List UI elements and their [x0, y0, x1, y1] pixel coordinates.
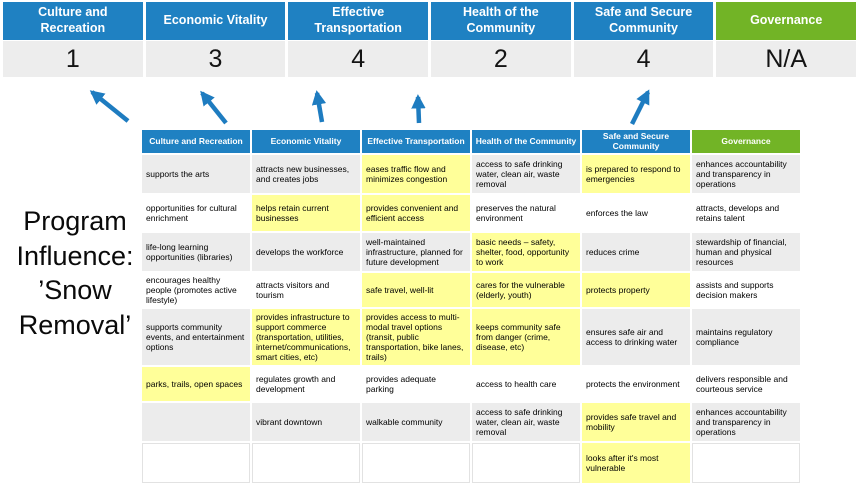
matrix-cell-r5-c2: provides adequate parking — [362, 367, 470, 401]
matrix-cell-r7-c0 — [142, 443, 250, 483]
matrix-cell-r1-c3: preserves the natural environment — [472, 195, 580, 231]
matrix-header-3: Health of the Community — [472, 130, 580, 153]
matrix-cell-r1-c1: helps retain current businesses — [252, 195, 360, 231]
matrix-cell-r4-c0: supports community events, and entertainment options — [142, 309, 250, 365]
matrix-cell-r0-c3: access to safe drinking water, clean air, waste removal — [472, 155, 580, 193]
matrix-header-4: Safe and Secure Community — [582, 130, 690, 153]
pillar-score-row — [3, 41, 856, 77]
matrix-cell-r1-c4: enforces the law — [582, 195, 690, 231]
matrix-cell-r3-c0: encourages healthy people (promotes active lifestyle) — [142, 273, 250, 307]
score-economic-vitality: 3 — [146, 41, 286, 77]
matrix-cell-r2-c3: basic needs – safety, shelter, food, opportunity to work — [472, 233, 580, 271]
matrix-header-1: Economic Vitality — [252, 130, 360, 153]
matrix-cell-r5-c5: delivers responsible and courteous service — [692, 367, 800, 401]
matrix-cell-r6-c1: vibrant downtown — [252, 403, 360, 441]
matrix-cell-r3-c3: cares for the vulnerable (elderly, youth) — [472, 273, 580, 307]
matrix-cell-r2-c4: reduces crime — [582, 233, 690, 271]
score-governance: N/A — [716, 41, 856, 77]
matrix-cell-r3-c5: assists and supports decision makers — [692, 273, 800, 307]
matrix-header-2: Effective Transportation — [362, 130, 470, 153]
matrix-cell-r1-c0: opportunities for cultural enrichment — [142, 195, 250, 231]
up-right-arrow-icon-5 — [632, 92, 648, 124]
score-culture-recreation: 1 — [3, 41, 143, 77]
score-health-of-community: 2 — [431, 41, 571, 77]
matrix-cell-r2-c1: develops the workforce — [252, 233, 360, 271]
matrix-cell-r4-c1: provides infrastructure to support commerce (transportation, utilities, internet/communications, smart cities, etc) — [252, 309, 360, 365]
matrix-cell-r4-c2: provides access to multi-modal travel options (transit, public transportation, bike lanes, trails) — [362, 309, 470, 365]
pillar-economic-vitality: Economic Vitality — [146, 2, 286, 40]
matrix-cell-r7-c5 — [692, 443, 800, 483]
matrix-cell-r3-c4: protects property — [582, 273, 690, 307]
matrix-cell-r6-c0 — [142, 403, 250, 441]
matrix-cell-r3-c1: attracts visitors and tourism — [252, 273, 360, 307]
matrix-cell-r0-c0: supports the arts — [142, 155, 250, 193]
matrix-cell-r5-c1: regulates growth and development — [252, 367, 360, 401]
pillar-culture-recreation: Culture and Recreation — [3, 2, 143, 40]
matrix-cell-r6-c3: access to safe drinking water, clean air, waste removal — [472, 403, 580, 441]
matrix-cell-r7-c4: looks after it's most vulnerable — [582, 443, 690, 483]
matrix-cell-r2-c0: life-long learning opportunities (libraries) — [142, 233, 250, 271]
matrix-cell-r1-c5: attracts, develops and retains talent — [692, 195, 800, 231]
matrix-cell-r3-c2: safe travel, well-lit — [362, 273, 470, 307]
program-influence-title — [0, 204, 150, 342]
up-left-arrow-icon-1 — [92, 92, 128, 121]
up-left-arrow-icon-2 — [202, 93, 226, 123]
matrix-cell-r0-c2: eases traffic flow and minimizes congestion — [362, 155, 470, 193]
matrix-cell-r0-c4: is prepared to respond to emergencies — [582, 155, 690, 193]
matrix-cell-r7-c1 — [252, 443, 360, 483]
matrix-header-5: Governance — [692, 130, 800, 153]
matrix-cell-r1-c2: provides convenient and efficient access — [362, 195, 470, 231]
matrix-cell-r4-c3: keeps community safe from danger (crime, disease, etc) — [472, 309, 580, 365]
program-title-line: Program — [23, 206, 127, 236]
up-arrow-icon-3 — [317, 93, 322, 122]
matrix-cell-r6-c4: provides safe travel and mobility — [582, 403, 690, 441]
matrix-header-0: Culture and Recreation — [142, 130, 250, 153]
matrix-cell-r5-c4: protects the environment — [582, 367, 690, 401]
pillar-header-row — [3, 2, 856, 40]
score-safe-secure-community: 4 — [574, 41, 714, 77]
matrix-cell-r0-c5: enhances accountability and transparency in operations — [692, 155, 800, 193]
matrix-cell-r6-c5: enhances accountability and transparency in operations — [692, 403, 800, 441]
matrix-cell-r2-c2: well-maintained infrastructure, planned for future development — [362, 233, 470, 271]
pillar-effective-transportation: Effective Transportation — [288, 2, 428, 40]
score-effective-transportation: 4 — [288, 41, 428, 77]
up-arrow-icon-4 — [418, 97, 419, 123]
matrix-cell-r5-c3: access to health care — [472, 367, 580, 401]
program-title-line: ’Snow — [38, 275, 112, 306]
pillar-health-of-community: Health of the Community — [431, 2, 571, 40]
pillar-safe-secure-community: Safe and Secure Community — [574, 2, 714, 40]
matrix-cell-r6-c2: walkable community — [362, 403, 470, 441]
program-title-line: Influence: — [16, 240, 134, 271]
matrix-cell-r2-c5: stewardship of financial, human and physical resources — [692, 233, 800, 271]
matrix-cell-r4-c4: ensures safe air and access to drinking water — [582, 309, 690, 365]
program-title-line: Removal’ — [18, 309, 132, 340]
influence-matrix — [142, 130, 800, 483]
matrix-cell-r7-c3 — [472, 443, 580, 483]
pillar-governance: Governance — [716, 2, 856, 40]
matrix-cell-r5-c0: parks, trails, open spaces — [142, 367, 250, 401]
matrix-cell-r0-c1: attracts new businesses, and creates jobs — [252, 155, 360, 193]
matrix-cell-r7-c2 — [362, 443, 470, 483]
matrix-cell-r4-c5: maintains regulatory compliance — [692, 309, 800, 365]
